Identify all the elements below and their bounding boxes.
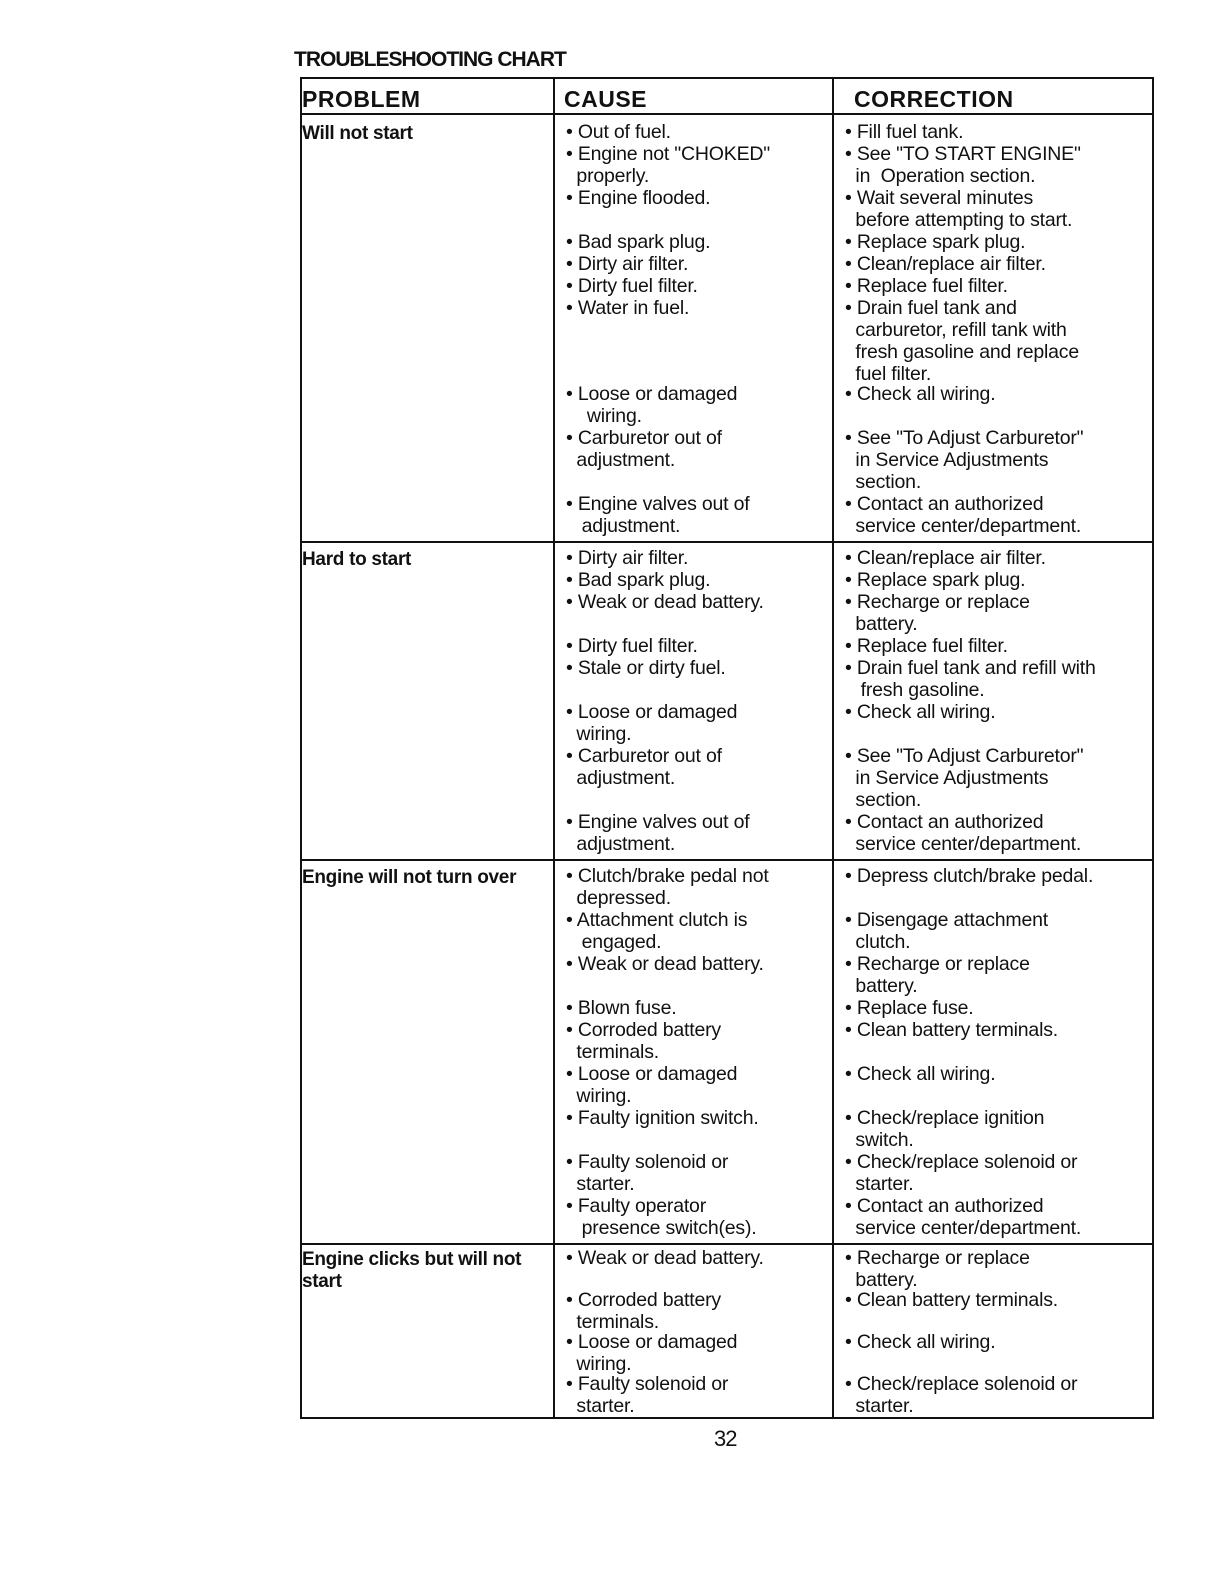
correction-item: • Contact an authorized service center/department. [845, 1195, 1082, 1239]
problem-label: Will not start [302, 123, 413, 144]
correction-item: • Fill fuel tank. [845, 121, 964, 143]
cause-item: • Clutch/brake pedal not depressed. [566, 865, 769, 909]
cause-item: • Weak or dead battery. [566, 591, 764, 613]
correction-item: • Check all wiring. [845, 701, 996, 723]
cause-item: • Dirty fuel filter. [566, 275, 698, 297]
cause-item: • Corroded battery terminals. [566, 1289, 721, 1333]
correction-item: • Check/replace solenoid or starter. [845, 1151, 1078, 1195]
cause-item: • Faulty ignition switch. [566, 1107, 759, 1129]
correction-item: • Recharge or replace battery. [845, 953, 1030, 997]
correction-item: • Wait several minutes before attempting to start. [845, 187, 1073, 231]
problem-label: Hard to start [302, 549, 412, 570]
cause-item: • Loose or damaged wiring. [566, 701, 738, 745]
cause-item: • Engine flooded. [566, 187, 711, 209]
correction-item: • Check/replace solenoid or starter. [845, 1373, 1078, 1417]
correction-item: • Drain fuel tank and refill with fresh gasoline. [845, 657, 1096, 701]
cause-item: • Carburetor out of adjustment. [566, 427, 722, 471]
row-divider [302, 1243, 1152, 1245]
cause-item: • Faulty operator presence switch(es). [566, 1195, 757, 1239]
cause-item: • Loose or damaged wiring. [566, 1331, 738, 1375]
cause-item: • Bad spark plug. [566, 231, 711, 253]
header-problem: PROBLEM [302, 86, 421, 112]
cause-item: • Bad spark plug. [566, 569, 711, 591]
correction-item: • Contact an authorized service center/department. [845, 493, 1082, 537]
correction-item: • Replace fuel filter. [845, 635, 1008, 657]
cause-item: • Engine not "CHOKED" properly. [566, 143, 770, 187]
problem-label: Engine will not turn over [302, 867, 517, 888]
cause-item: • Dirty air filter. [566, 547, 689, 569]
header-cause: CAUSE [564, 86, 648, 112]
correction-item: • Clean battery terminals. [845, 1019, 1058, 1041]
cause-item: • Stale or dirty fuel. [566, 657, 726, 679]
troubleshooting-table [300, 77, 1154, 1419]
correction-item: • Recharge or replace battery. [845, 1247, 1030, 1291]
correction-item: • Check all wiring. [845, 1063, 996, 1085]
correction-item: • Replace fuse. [845, 997, 974, 1019]
correction-item: • Contact an authorized service center/department. [845, 811, 1082, 855]
cause-item: • Loose or damaged wiring. [566, 1063, 738, 1107]
correction-item: • Clean/replace air filter. [845, 253, 1046, 275]
correction-item: • Clean/replace air filter. [845, 547, 1046, 569]
cause-item: • Faulty solenoid or starter. [566, 1151, 729, 1195]
cause-item: • Weak or dead battery. [566, 953, 764, 975]
cause-item: • Water in fuel. [566, 297, 690, 319]
correction-item: • See "To Adjust Carburetor" in Service Adjustments section. [845, 745, 1084, 811]
correction-item: • Depress clutch/brake pedal. [845, 865, 1094, 887]
cause-item: • Dirty fuel filter. [566, 635, 698, 657]
row-divider [302, 859, 1152, 861]
correction-item: • See "To Adjust Carburetor" in Service Adjustments section. [845, 427, 1084, 493]
cause-item: • Blown fuse. [566, 997, 677, 1019]
problem-label: Engine clicks but will not start [302, 1249, 522, 1292]
correction-item: • Check all wiring. [845, 383, 996, 405]
row-divider [302, 541, 1152, 543]
cause-item: • Carburetor out of adjustment. [566, 745, 722, 789]
cause-item: • Loose or damaged wiring. [566, 383, 738, 427]
page-number: 32 [714, 1426, 737, 1451]
column-divider [553, 79, 555, 1417]
correction-item: • Replace spark plug. [845, 569, 1026, 591]
correction-item: • Check all wiring. [845, 1331, 996, 1353]
header-correction: CORRECTION [854, 86, 1014, 112]
correction-item: • Replace spark plug. [845, 231, 1026, 253]
cause-item: • Corroded battery terminals. [566, 1019, 721, 1063]
cause-item: • Attachment clutch is engaged. [566, 909, 748, 953]
chart-title: TROUBLESHOOTING CHART [294, 48, 566, 71]
correction-item: • Drain fuel tank and carburetor, refill tank with fresh gasoline and replace fuel filter. [845, 297, 1079, 385]
cause-item: • Engine valves out of adjustment. [566, 493, 750, 537]
correction-item: • Clean battery terminals. [845, 1289, 1058, 1311]
cause-item: • Out of fuel. [566, 121, 671, 143]
cause-item: • Engine valves out of adjustment. [566, 811, 750, 855]
correction-item: • Recharge or replace battery. [845, 591, 1030, 635]
cause-item: • Faulty solenoid or starter. [566, 1373, 729, 1417]
correction-item: • Check/replace ignition switch. [845, 1107, 1045, 1151]
cause-item: • Dirty air filter. [566, 253, 689, 275]
correction-item: • See "TO START ENGINE" in Operation section. [845, 143, 1081, 187]
cause-item: • Weak or dead battery. [566, 1247, 764, 1269]
header-divider [302, 113, 1152, 115]
correction-item: • Disengage attachment clutch. [845, 909, 1048, 953]
correction-item: • Replace fuel filter. [845, 275, 1008, 297]
